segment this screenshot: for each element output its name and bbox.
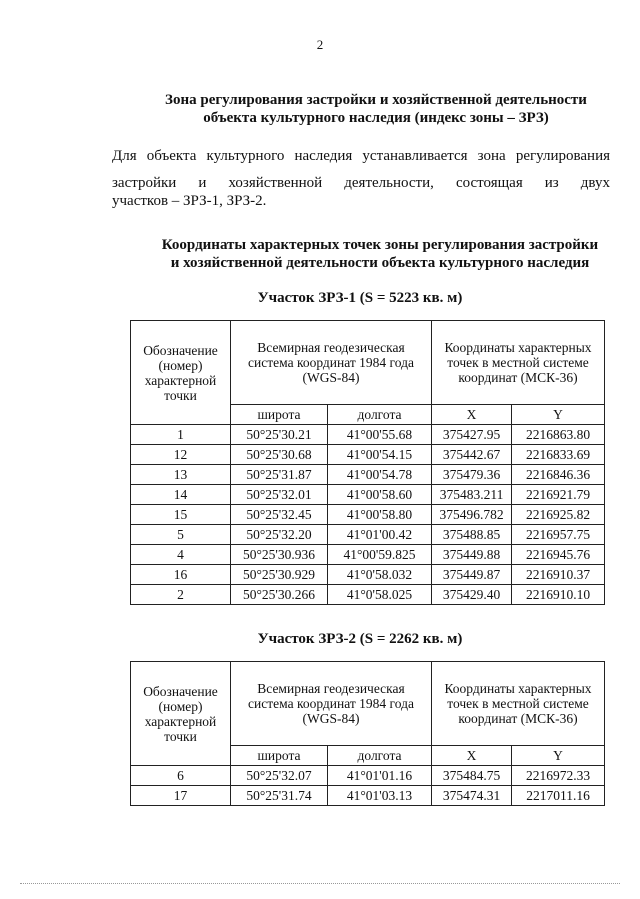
- longitude-cell: 41°00'58.60: [328, 485, 432, 505]
- latitude-cell: 50°25'31.74: [231, 786, 328, 806]
- y-coordinate-cell: 2216863.80: [512, 425, 605, 445]
- latitude-cell: 50°25'30.936: [231, 545, 328, 565]
- table-row: [131, 766, 605, 786]
- point-id-cell: 16: [131, 565, 231, 585]
- x-coordinate-cell: 375449.88: [432, 545, 512, 565]
- y-coordinate-cell: 2216945.76: [512, 545, 605, 565]
- point-id-cell: 5: [131, 525, 231, 545]
- latitude-cell: 50°25'32.20: [231, 525, 328, 545]
- longitude-cell: 41°00'54.78: [328, 465, 432, 485]
- longitude-cell: 41°01'00.42: [328, 525, 432, 545]
- longitude-cell: 41°00'55.68: [328, 425, 432, 445]
- table-row: [131, 525, 605, 545]
- section2-title: Участок ЗРЗ-2 (S = 2262 кв. м): [257, 631, 463, 647]
- coordinates-title: [150, 236, 610, 272]
- point-id-cell: 4: [131, 545, 231, 565]
- point-id-cell: 2: [131, 585, 231, 605]
- longitude-cell: 41°01'01.16: [328, 766, 432, 786]
- longitude-cell: 41°01'03.13: [328, 786, 432, 806]
- y-coordinate-cell: 2217011.16: [512, 786, 605, 806]
- latitude-cell: 50°25'31.87: [231, 465, 328, 485]
- lat-header: широта: [231, 746, 328, 766]
- x-coordinate-cell: 375488.85: [432, 525, 512, 545]
- msk-header: Координаты характерных точек в местной системе координат (МСК-36): [432, 321, 605, 405]
- y-header: Y: [512, 746, 605, 766]
- section2-rows: [131, 766, 605, 806]
- intro-paragraph: Для объекта культурного наследия устанавливается зона регулирования застройки и хозяйственной деятельности, состоящая из двух: [112, 148, 610, 191]
- x-coordinate-cell: 375427.95: [432, 425, 512, 445]
- point-id-cell: 13: [131, 465, 231, 485]
- table-row: [131, 425, 605, 445]
- y-coordinate-cell: 2216833.69: [512, 445, 605, 465]
- table-row: [131, 465, 605, 485]
- lon-header: долгота: [328, 746, 432, 766]
- longitude-cell: 41°00'54.15: [328, 445, 432, 465]
- x-coordinate-cell: 375429.40: [432, 585, 512, 605]
- section1-rows: [131, 425, 605, 605]
- table-row: [131, 505, 605, 525]
- x-coordinate-cell: 375449.87: [432, 565, 512, 585]
- latitude-cell: 50°25'32.45: [231, 505, 328, 525]
- msk-header: Координаты характерных точек в местной системе координат (МСК-36): [432, 662, 605, 746]
- lon-header: долгота: [328, 405, 432, 425]
- y-coordinate-cell: 2216910.37: [512, 565, 605, 585]
- y-coordinate-cell: 2216846.36: [512, 465, 605, 485]
- x-coordinate-cell: 375483.211: [432, 485, 512, 505]
- latitude-cell: 50°25'30.266: [231, 585, 328, 605]
- point-id-cell: 6: [131, 766, 231, 786]
- x-header: X: [432, 405, 512, 425]
- y-header: Y: [512, 405, 605, 425]
- table-row: [131, 545, 605, 565]
- coordinates-title-line1: Координаты характерных точек зоны регулирования застройки: [161, 237, 599, 253]
- y-coordinate-cell: 2216910.10: [512, 585, 605, 605]
- section1-title: Участок ЗРЗ-1 (S = 5223 кв. м): [257, 290, 463, 306]
- x-coordinate-cell: 375484.75: [432, 766, 512, 786]
- page-number: 2: [316, 37, 324, 52]
- intro-paragraph-end: участков – ЗРЗ-1, ЗРЗ-2.: [112, 193, 267, 209]
- point-header: Обозначение (номер) характерной точки: [131, 321, 231, 425]
- table-row: [131, 565, 605, 585]
- table-row: [131, 445, 605, 465]
- longitude-cell: 41°0'58.025: [328, 585, 432, 605]
- y-coordinate-cell: 2216972.33: [512, 766, 605, 786]
- latitude-cell: 50°25'30.68: [231, 445, 328, 465]
- longitude-cell: 41°00'59.825: [328, 545, 432, 565]
- wgs-header: Всемирная геодезическая система координат 1984 года (WGS-84): [231, 321, 432, 405]
- y-coordinate-cell: 2216957.75: [512, 525, 605, 545]
- latitude-cell: 50°25'32.07: [231, 766, 328, 786]
- zone-title-line2: объекта культурного наследия (индекс зоны – ЗРЗ): [203, 110, 549, 126]
- zone-title-line1: Зона регулирования застройки и хозяйственной деятельности: [165, 92, 587, 108]
- section1-table: [130, 320, 605, 605]
- section2-table: [130, 661, 605, 806]
- point-id-cell: 14: [131, 485, 231, 505]
- longitude-cell: 41°0'58.032: [328, 565, 432, 585]
- lat-header: широта: [231, 405, 328, 425]
- x-coordinate-cell: 375474.31: [432, 786, 512, 806]
- x-coordinate-cell: 375479.36: [432, 465, 512, 485]
- latitude-cell: 50°25'32.01: [231, 485, 328, 505]
- x-header: X: [432, 746, 512, 766]
- table-row: [131, 485, 605, 505]
- point-id-cell: 12: [131, 445, 231, 465]
- latitude-cell: 50°25'30.21: [231, 425, 328, 445]
- table-row: [131, 585, 605, 605]
- coordinates-title-line2: и хозяйственной деятельности объекта культурного наследия: [170, 255, 590, 271]
- point-id-cell: 15: [131, 505, 231, 525]
- wgs-header: Всемирная геодезическая система координат 1984 года (WGS-84): [231, 662, 432, 746]
- y-coordinate-cell: 2216921.79: [512, 485, 605, 505]
- longitude-cell: 41°00'58.80: [328, 505, 432, 525]
- x-coordinate-cell: 375496.782: [432, 505, 512, 525]
- table-row: [131, 786, 605, 806]
- y-coordinate-cell: 2216925.82: [512, 505, 605, 525]
- point-header: Обозначение (номер) характерной точки: [131, 662, 231, 766]
- zone-title: [150, 91, 602, 127]
- x-coordinate-cell: 375442.67: [432, 445, 512, 465]
- point-id-cell: 1: [131, 425, 231, 445]
- latitude-cell: 50°25'30.929: [231, 565, 328, 585]
- point-id-cell: 17: [131, 786, 231, 806]
- page-bottom-divider: [20, 883, 620, 884]
